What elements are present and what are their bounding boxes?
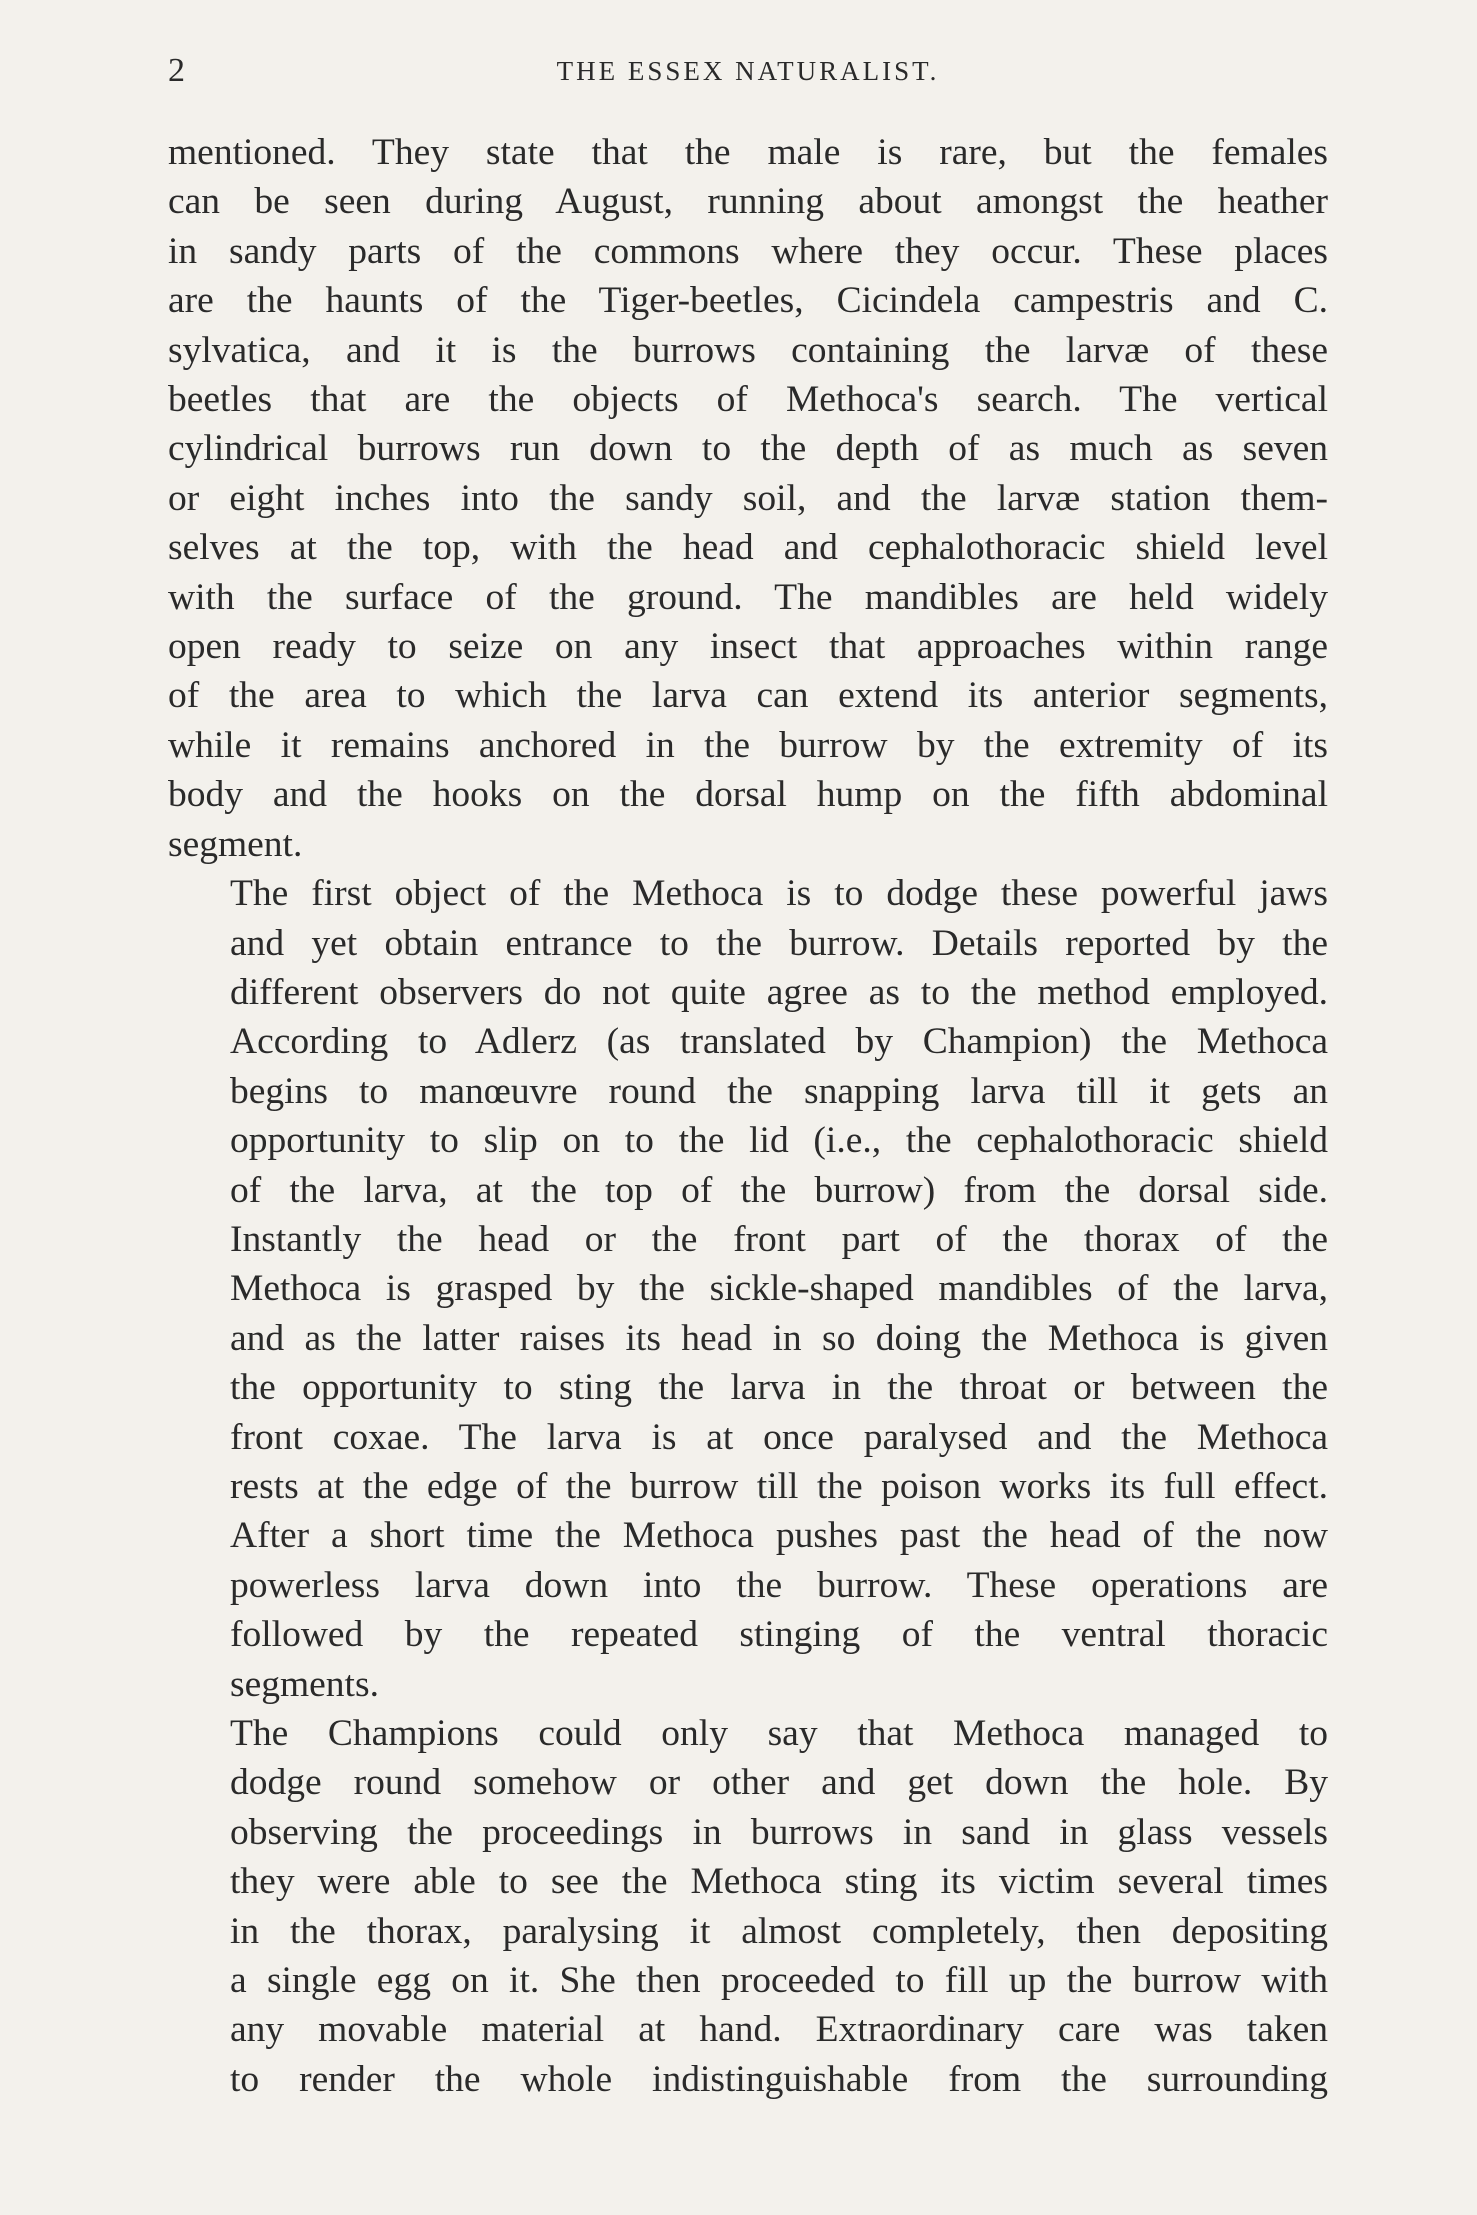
text-line: The Champions could only say that Methoca managed to [230, 1713, 1328, 1754]
text-line: while it remains anchored in the burrow by the extremity of its [168, 724, 1328, 766]
text-line: beetles that are the objects of Methoca's search. The vertical [168, 379, 1328, 421]
text-line: to render the whole indistinguishable from the surrounding [230, 2058, 1328, 2100]
text-line: body and the hooks on the dorsal hump on the fifth abdominal [168, 774, 1328, 816]
text-line: dodge round somehow or other and get down the hole. By [230, 1762, 1328, 1804]
text-line: in sandy parts of the commons where they occur. These places [168, 230, 1328, 272]
text-line: different observers do not quite agree as to the method employed. [230, 971, 1328, 1013]
text-line: and yet obtain entrance to the burrow. Details reported by the [230, 922, 1328, 964]
paragraph-3 [168, 1709, 1328, 2104]
text-line: mentioned. They state that the male is rare, but the females [168, 132, 1328, 173]
paragraph-1 [168, 128, 1328, 869]
text-line: can be seen during August, running about amongst the heather [168, 181, 1328, 223]
text-line: opportunity to slip on to the lid (i.e., the cephalothoracic shield [230, 1120, 1328, 1162]
text-line: powerless larva down into the burrow. These operations are [230, 1564, 1328, 1606]
text-line: followed by the repeated stinging of the ventral thoracic [230, 1614, 1328, 1656]
text-line: The first object of the Methoca is to dodge these powerful jaws [230, 873, 1328, 915]
text-line: a single egg on it. She then proceeded to fill up the burrow with [230, 1960, 1328, 2002]
text-line: open ready to seize on any insect that approaches within range [168, 626, 1328, 668]
text-line: or eight inches into the sandy soil, and the larvæ station them- [168, 477, 1328, 519]
text-line: of the larva, at the top of the burrow) from the dorsal side. [230, 1169, 1328, 1211]
text-line: are the haunts of the Tiger-beetles, Cicindela campestris and C. [168, 280, 1328, 322]
page-header [168, 52, 1328, 102]
text-line: Instantly the head or the front part of the thorax of the [230, 1218, 1328, 1260]
page-number: 2 [168, 52, 186, 89]
text-line: Methoca is grasped by the sickle-shaped mandibles of the larva, [230, 1268, 1328, 1310]
text-line: rests at the edge of the burrow till the poison works its full effect. [230, 1465, 1328, 1507]
paragraph-2 [168, 869, 1328, 1709]
text-line: begins to manœuvre round the snapping larva till it gets an [230, 1070, 1328, 1112]
text-line: and as the latter raises its head in so doing the Methoca is given [230, 1317, 1328, 1359]
text-line: According to Adlerz (as translated by Champion) the Methoca [230, 1021, 1328, 1063]
text-line: segments. [230, 1663, 379, 1705]
text-line: with the surface of the ground. The mandibles are held widely [168, 576, 1328, 618]
text-line: any movable material at hand. Extraordinary care was taken [230, 2009, 1328, 2051]
text-line: the opportunity to sting the larva in the throat or between the [230, 1367, 1328, 1409]
text-line: cylindrical burrows run down to the depth of as much as seven [168, 428, 1328, 470]
text-line: of the area to which the larva can extend its anterior segments, [168, 675, 1328, 717]
running-head: THE ESSEX NATURALIST. [556, 56, 940, 86]
text-line: they were able to see the Methoca sting its victim several times [230, 1861, 1328, 1903]
text-line: After a short time the Methoca pushes past the head of the now [230, 1515, 1328, 1557]
text-line: selves at the top, with the head and cephalothoracic shield level [168, 527, 1328, 569]
body-text [168, 128, 1328, 2104]
text-line: observing the proceedings in burrows in sand in glass vessels [230, 1811, 1328, 1853]
text-line: in the thorax, paralysing it almost completely, then depositing [230, 1910, 1328, 1952]
text-line: sylvatica, and it is the burrows containing the larvæ of these [168, 329, 1328, 371]
text-line: front coxae. The larva is at once paralysed and the Methoca [230, 1416, 1328, 1458]
text-line: segment. [168, 823, 303, 865]
